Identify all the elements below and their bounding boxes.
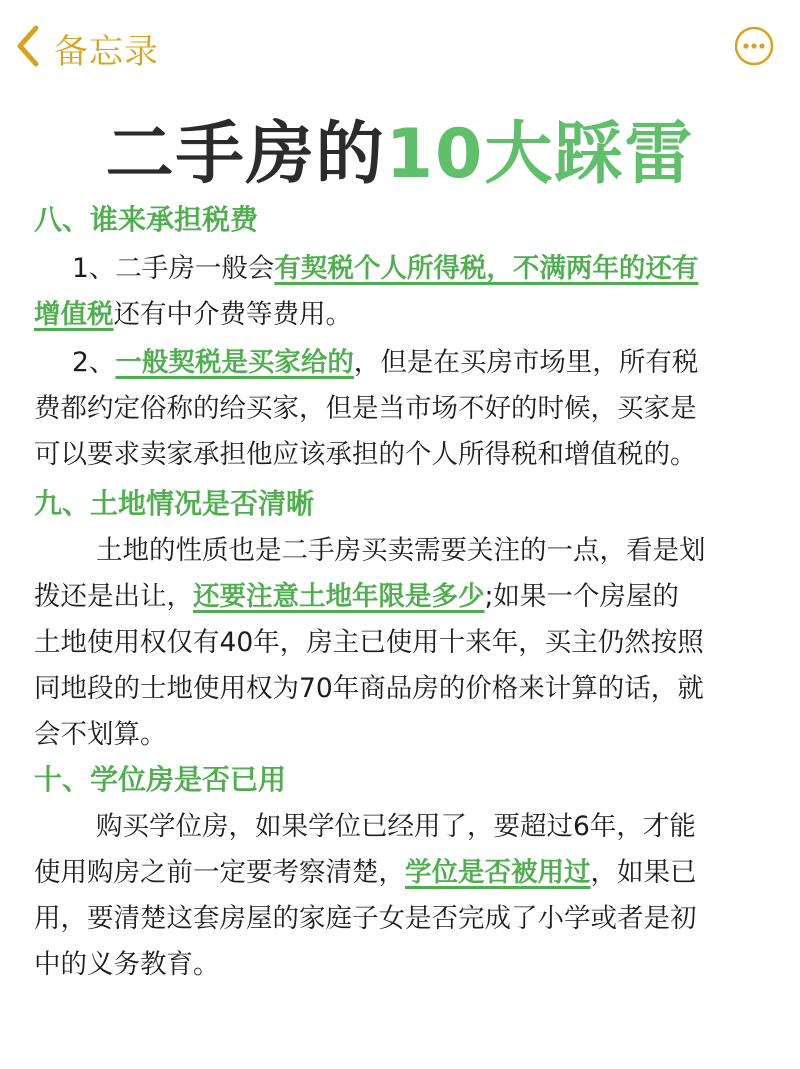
section-heading-10: 十、学位房是否已用 — [34, 763, 287, 796]
text-line — [34, 340, 774, 386]
text-run: 使用购房之前一定要考察清楚， — [34, 857, 405, 888]
text-line — [34, 246, 774, 292]
title-dark: 二手房的 — [105, 115, 386, 194]
highlight-text: 一般契税是买家给的 — [115, 347, 354, 378]
text-line: 中的义务教育。 — [34, 949, 220, 980]
title-green: 10大踩雷 — [385, 115, 695, 194]
text-run: 2、 — [72, 347, 116, 378]
text-run: ，如果已 — [590, 857, 697, 888]
back-button[interactable] — [12, 20, 159, 76]
text-line: 土地使用权仅有40年，房主已使用十来年，买主仍然按照 — [34, 627, 704, 658]
section-heading-8: 八、谁来承担税费 — [34, 203, 259, 236]
text-line — [34, 574, 774, 620]
more-icon — [734, 51, 774, 70]
highlight-text: 学位是否被用过 — [405, 857, 591, 888]
highlight-text: 还要注意土地年限是多少 — [193, 581, 485, 612]
text-line: 用，要清楚这套房屋的家庭子女是否完成了小学或者是初 — [34, 903, 697, 934]
highlight-text: 有契税个人所得税，不满两年的还有 — [274, 253, 699, 284]
text-run: ，但是在买房市场里，所有税 — [353, 347, 699, 378]
text-run: 拨还是出让， — [34, 581, 193, 612]
text-line: 土地的性质也是二手房买卖需要关注的一点，看是划 — [96, 535, 706, 566]
text-line: 购买学位房，如果学位已经用了，要超过6年，才能 — [96, 811, 696, 842]
section-8-paragraph-1 — [34, 246, 774, 338]
text-line: 可以要求卖家承担他应该承担的个人所得税和增值税的。 — [34, 439, 697, 470]
more-options-button[interactable] — [734, 26, 774, 66]
section-heading-9: 九、土地情况是否清晰 — [34, 487, 315, 520]
section-8-paragraph-2 — [34, 340, 774, 478]
top-bar — [0, 0, 800, 96]
text-run: ;如果一个房屋的 — [484, 581, 679, 612]
section-10-paragraph — [34, 804, 774, 988]
text-run: 1、二手房一般会 — [72, 253, 275, 284]
text-line: 会不划算。 — [34, 719, 167, 750]
page-title — [0, 100, 800, 197]
text-line — [34, 850, 774, 896]
highlight-text: 增值税 — [34, 299, 114, 330]
text-line: 费都约定俗称的给买家，但是当市场不好的时候，买家是 — [34, 393, 697, 424]
back-label: 备忘录 — [54, 31, 159, 72]
text-line: 同地段的士地使用权为70年商品房的价格来计算的话，就 — [34, 673, 704, 704]
section-9-paragraph — [34, 528, 774, 758]
chevron-left-icon — [12, 22, 42, 74]
text-line — [34, 292, 774, 338]
text-run: 还有中介费等费用。 — [113, 299, 352, 330]
